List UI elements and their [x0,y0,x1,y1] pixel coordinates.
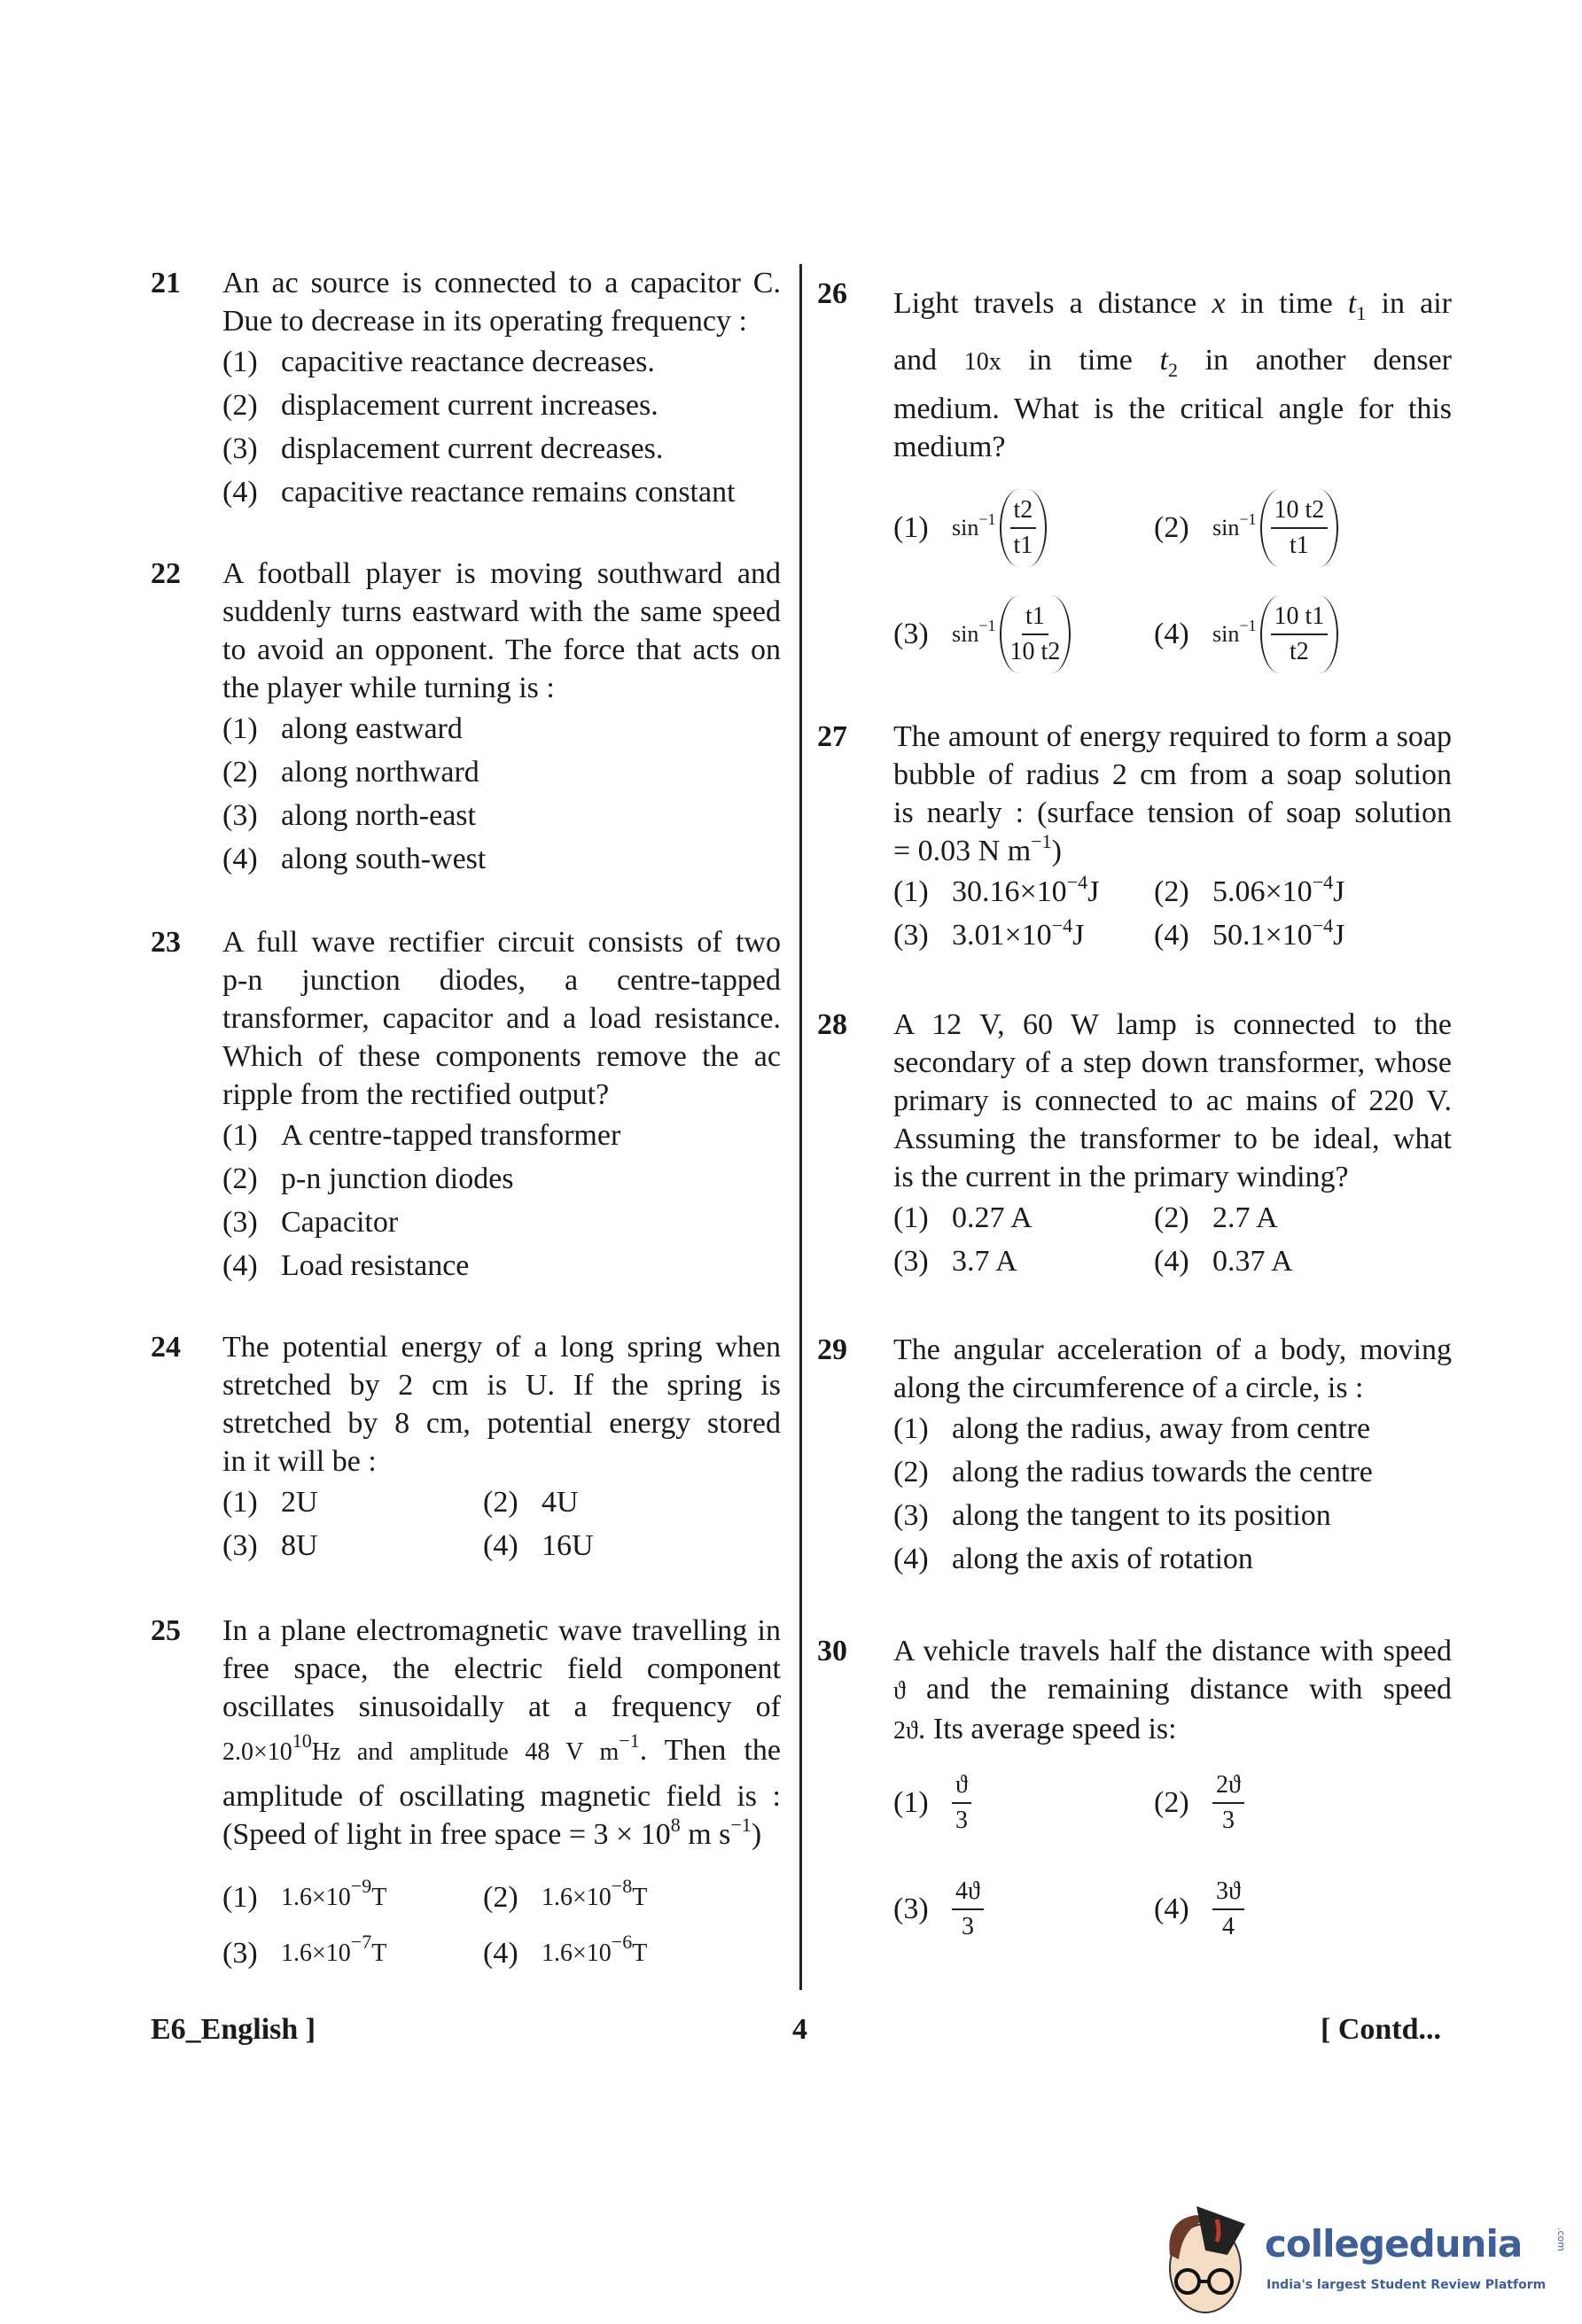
option-4: (4) capacitive reactance remains constant [222,476,736,509]
option-1: (1) along the radius, away from centre [893,1412,1371,1445]
option-row [893,581,1452,688]
question-text: The angular acceleration of a body, moving [893,1333,1452,1366]
question-text: The amount of energy required to form a soap [893,720,1452,753]
question-text: is the current in the primary winding? [893,1161,1349,1193]
option-2: (2) $\sin^{-1}$ $\frac{10 t2}{t1}$ [1154,475,1338,581]
option-3: (3) along the tangent to its position [893,1499,1331,1532]
question-text: is nearly : (surface tension of soap solution [893,797,1452,829]
option-1: (1) A centre-tapped transformer [222,1119,621,1152]
option-1: (1) $\sin^{-1}$ $\frac{t2}{t1}$ [893,475,1047,581]
question-text: suddenly turns eastward with the same speed [222,595,781,628]
option-3: (3) Capacitor [222,1206,399,1239]
option-2: (2) p-n junction diodes [222,1162,514,1195]
logo-wordmark: collegedunia [1265,2222,1523,2266]
option-2: (2) along the radius towards the centre [893,1456,1373,1488]
question-text: the player while turning is : [222,672,555,704]
question-text: bubble of radius 2 cm from a soap solution [893,758,1452,791]
question-text: The potential energy of a long spring when [222,1331,781,1364]
question-text: primary is connected to ac mains of 220 V. [893,1084,1452,1117]
question-number: 29 [817,1333,847,1366]
option-3: (3) displacement current decreases. [222,432,664,465]
question-number: 25 [151,1614,181,1647]
question-number: 22 [151,557,181,590]
option-1: (1) along eastward [222,712,463,745]
option-3: (3) $\sin^{-1}$ $\frac{t1}{10 t2}$ [893,581,1071,688]
option-1: (1) $30.16\times 10^{-4}J$ [893,871,1100,908]
option-4: (4) 16U [483,1529,594,1562]
question-text: to avoid an opponent. The force that acts on [222,633,781,666]
option-4: (4) 0.37 A [1154,1245,1293,1278]
logo-tld: .com [1555,2227,1567,2251]
question-text: (Speed of light in free space = $3 \times 10^8$ m $s^{-1}$) [222,1814,762,1851]
option-2: (2) along northward [222,756,479,789]
option-1: (1) $\frac{ϑ}{3}$ [893,1750,971,1856]
option-row [222,1869,781,1925]
question-number: 24 [151,1331,181,1364]
question-text: Light travels a distance x in time $t_1$ in air [893,287,1452,324]
option-1: (1) $1.6\times 10^{-9}T$ [222,1875,387,1914]
question-text: medium. What is the critical angle for this [893,393,1452,425]
option-1: (1) 0.27 A [893,1201,1033,1234]
question-number: 23 [151,926,181,959]
option-4: (4) along the axis of rotation [893,1543,1253,1575]
option-1: (1) capacitive reactance decreases. [222,346,655,378]
question-text: oscillates sinusoidally at a frequency of [222,1691,781,1723]
option-2: (2) 4U [483,1486,579,1519]
option-2: (2) displacement current increases. [222,389,659,422]
question-text: ϑ and the remaining distance with speed [893,1673,1452,1706]
option-4: (4) $50.1\times 10^{-4}J$ [1154,914,1345,952]
question-text: secondary of a step down transformer, whose [893,1046,1452,1079]
option-row [893,1196,1452,1240]
question-text: p-n junction diodes, a centre-tapped [222,964,781,997]
question-text: Which of these components remove the ac [222,1040,781,1073]
question-text: in it will be : [222,1445,377,1478]
question-text: and 10x in time $t_2$ in another denser [893,344,1452,381]
option-row [893,1750,1452,1856]
question-number: 28 [817,1008,847,1041]
option-row [893,870,1452,913]
option-2: (2) $1.6\times 10^{-8}T$ [483,1875,648,1914]
question-number: 30 [817,1635,847,1667]
column-divider [799,264,802,1990]
question-number: 26 [817,277,847,310]
question-text: free space, the electric field component [222,1652,781,1685]
option-row [222,1481,781,1524]
question-text: An ac source is connected to a capacitor C. [222,267,781,299]
option-3: (3) $1.6\times 10^{-7}T$ [222,1931,387,1970]
question-text: 2ϑ. Its average speed is: [893,1713,1177,1745]
question-text: Assuming the transformer to be ideal, what [893,1123,1452,1155]
logo-tagline: India's largest Student Review Platform [1266,2278,1547,2292]
option-row [222,1925,781,1981]
question-text: stretched by 2 cm is U. If the spring is [222,1369,781,1402]
question-text: = 0.03 N $m^{-1}$) [893,830,1062,867]
question-text: In a plane electromagnetic wave travelling in [222,1614,781,1647]
option-row [893,475,1452,581]
option-2: (2) $5.06\times 10^{-4}J$ [1154,871,1345,908]
option-1: (1) 2U [222,1486,318,1519]
question-text: medium? [893,431,1006,463]
option-4: (4) $\frac{3ϑ}{4}$ [1154,1856,1244,1963]
question-text: A 12 V, 60 W lamp is connected to the [893,1008,1452,1041]
option-4: (4) along south-west [222,843,487,875]
option-3: (3) 3.7 A [893,1245,1017,1278]
question-text: A vehicle travels half the distance with speed [893,1635,1452,1667]
option-2: (2) $\frac{2ϑ}{3}$ [1154,1750,1244,1856]
question-number: 27 [817,720,847,753]
question-text: amplitude of oscillating magnetic field is : [222,1780,781,1813]
option-row [893,1240,1452,1283]
question-number: 21 [151,267,181,299]
mascot-icon [1157,2171,1263,2321]
option-4: (4) $1.6\times 10^{-6}T$ [483,1931,648,1970]
option-2: (2) 2.7 A [1154,1201,1278,1234]
option-row [222,1524,781,1567]
footer-contd: [ Contd... [1321,2013,1442,2046]
option-3: (3) along north-east [222,799,476,832]
option-4: (4) Load resistance [222,1249,470,1282]
page-number: 4 [792,2013,807,2046]
question-text: transformer, capacitor and a load resistance. [222,1002,781,1035]
question-text: ripple from the rectified output? [222,1078,610,1111]
question-text: along the circumference of a circle, is : [893,1372,1364,1404]
question-text: Due to decrease in its operating frequency : [222,305,747,338]
footer-paper-code: E6_English ] [151,2013,316,2046]
option-3: (3) $3.01\times 10^{-4}J$ [893,914,1085,952]
option-row [893,913,1452,957]
option-3: (3) 8U [222,1529,318,1562]
collegedunia-logo [1157,2171,1573,2321]
question-text: A football player is moving southward and [222,557,781,590]
option-3: (3) $\frac{4ϑ}{3}$ [893,1856,984,1963]
question-text: stretched by 8 cm, potential energy stored [222,1407,781,1440]
question-text: A full wave rectifier circuit consists of two [222,926,781,959]
option-4: (4) $\sin^{-1}$ $\frac{10 t1}{t2}$ [1154,581,1338,688]
question-text: $2.0\times 10^{10}Hz$ and amplitude 48 V $m^{-1}$. Then the [222,1729,781,1767]
option-row [893,1856,1452,1963]
